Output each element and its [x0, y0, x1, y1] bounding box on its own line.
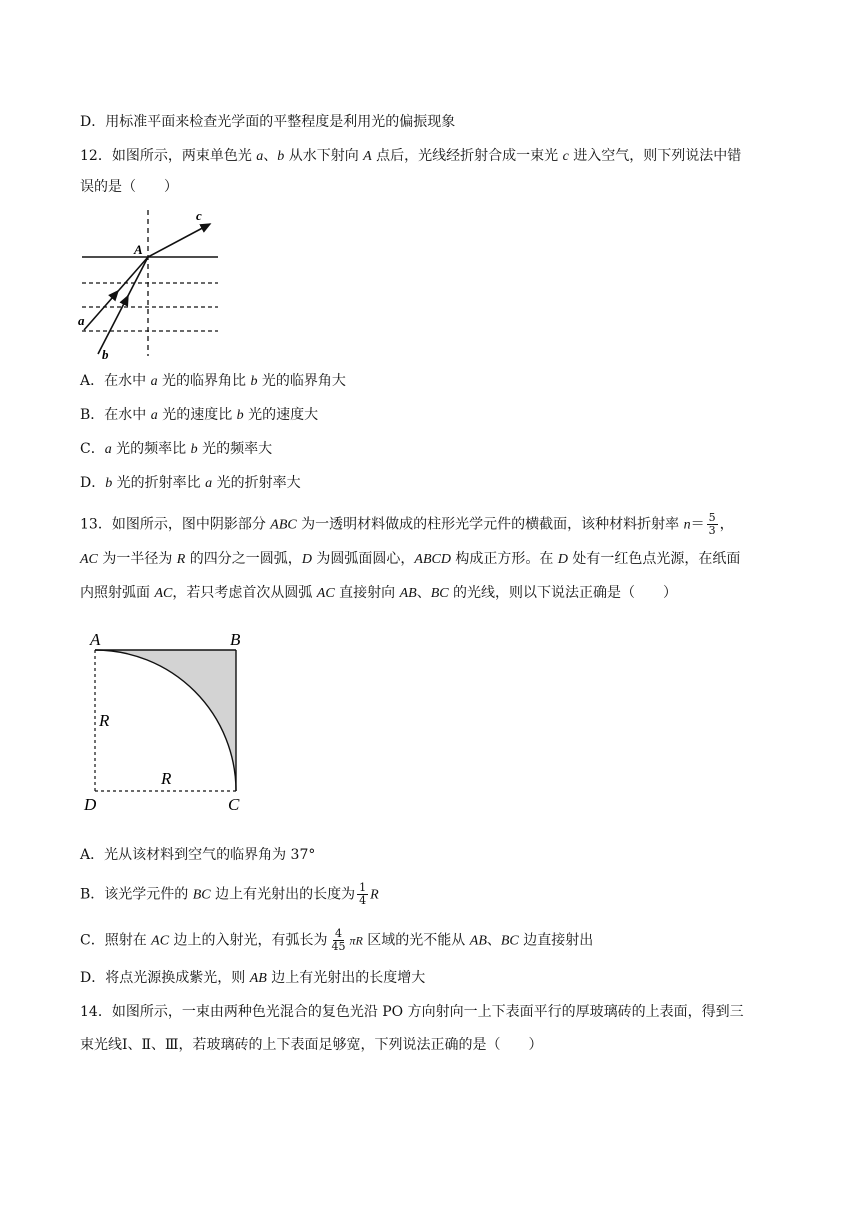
- ray-c: [148, 224, 210, 257]
- label-D: D: [84, 795, 97, 814]
- q13-option-c: C．照射在 AC 边上的入射光，有弧长为 $\frac{4}{45}$ πR 区域的光不能从 AB、BC 边直接射出: [80, 927, 594, 953]
- q13-option-d: D．将点光源换成紫光，则 AB 边上有光射出的长度增大: [80, 970, 426, 986]
- q12-stem-line2: 误的是（ ）: [80, 179, 178, 195]
- label-C: C: [228, 795, 240, 814]
- ray-a-arrow: [112, 291, 118, 298]
- label-b: b: [102, 347, 109, 362]
- q13-quarter-circle-figure: [78, 626, 258, 818]
- q13-stem-line3: 内照射弧面 AC，若只考虑首次从圆弧 AC 直接射向 AB、BC 的光线，则以下说法正确是（ ）: [80, 585, 678, 601]
- q12-option-d: D．b 光的折射率比 a 光的折射率大: [80, 475, 301, 491]
- label-B: B: [230, 630, 241, 649]
- label-A: A: [90, 630, 101, 649]
- q14-stem-line1: 14．如图所示，一束由两种色光混合的复色光沿 PO 方向射向一上下表面平行的厚玻璃砖的上表面，得到三: [80, 1004, 744, 1020]
- fraction-four-45ths: $\frac{4}{45}$: [331, 927, 346, 953]
- label-R-horizontal: R: [161, 769, 172, 788]
- q11-option-d: D．用标准平面来检查光学面的平整程度是利用光的偏振现象: [80, 114, 456, 130]
- q12-refraction-figure: [72, 206, 232, 366]
- q13-option-a: A．光从该材料到空气的临界角为 37°: [80, 847, 316, 863]
- q13-option-b: B．该光学元件的 BC 边上有光射出的长度为 $\frac{1}{4}$ R: [80, 881, 379, 907]
- label-a: a: [78, 313, 85, 328]
- label-c: c: [196, 208, 202, 223]
- label-A: A: [134, 242, 143, 257]
- fraction-n: $\frac{5}{3}$: [708, 511, 716, 537]
- q12-option-a: A．在水中 a 光的临界角比 b 光的临界角大: [80, 373, 346, 389]
- fraction-one-quarter: $\frac{1}{4}$: [359, 881, 367, 907]
- q13-stem-line2: AC 为一半径为 R 的四分之一圆弧，D 为圆弧面圆心，ABCD 构成正方形。在 D 处有一红色点光源，在纸面: [80, 551, 741, 567]
- q12-option-c: C．a 光的频率比 b 光的频率大: [80, 441, 273, 457]
- q14-stem-line2: 束光线Ⅰ、Ⅱ、Ⅲ，若玻璃砖的上下表面足够宽，下列说法正确的是（ ）: [80, 1037, 543, 1053]
- q13-stem-line1: 13．如图所示，图中阴影部分 ABC 为一透明材料做成的柱形光学元件的横截面，该种材料折射率 n＝ $\frac{5}{3}$ ，: [80, 511, 734, 537]
- label-R-vertical: R: [99, 711, 110, 730]
- ray-b-arrow: [124, 296, 128, 304]
- q12-stem-line1: 12．如图所示，两束单色光 a、b 从水下射向 A 点后，光线经折射合成一束光 c 进入空气，则下列说法中错: [80, 148, 742, 164]
- q12-option-b: B．在水中 a 光的速度比 b 光的速度大: [80, 407, 319, 423]
